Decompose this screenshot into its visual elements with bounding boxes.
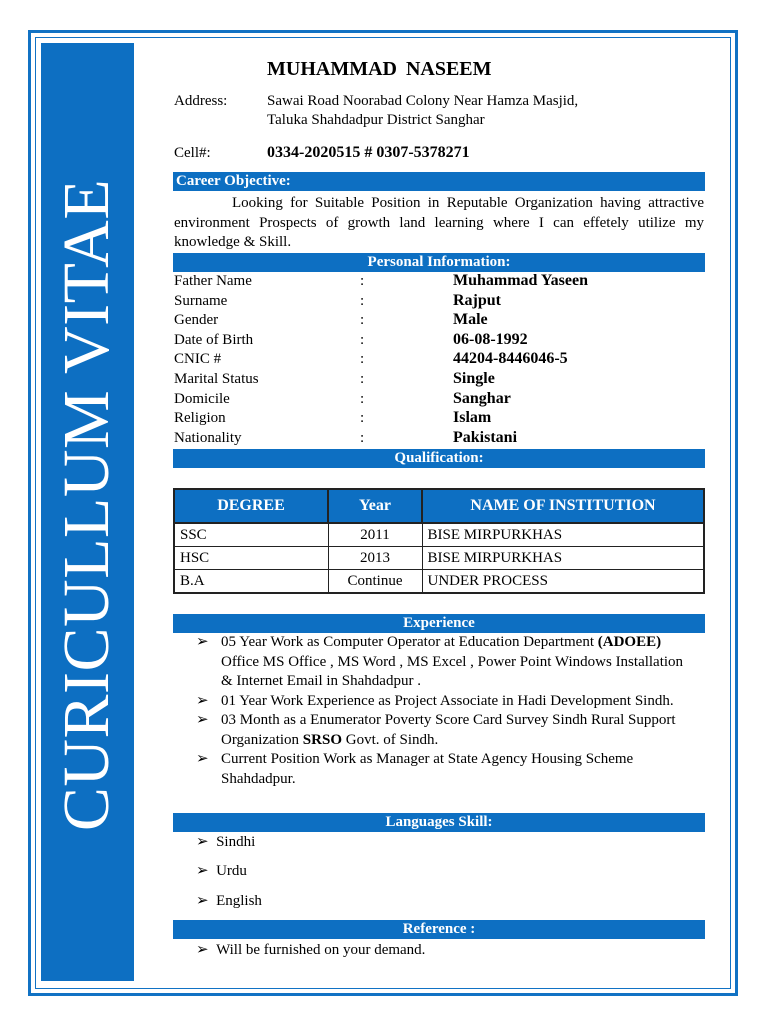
info-label: Marital Status bbox=[174, 371, 259, 387]
info-value: Sanghar bbox=[453, 389, 511, 407]
info-label: Nationality bbox=[174, 429, 242, 446]
list-item: ➢ 03 Month as a Enumerator Poverty Score Card Survey Sindh Rural Support Organization SRSO Govt. of Sindh. bbox=[196, 712, 676, 748]
language-item: ➢ Urdu bbox=[196, 863, 247, 879]
col-degree: DEGREE bbox=[174, 489, 328, 523]
col-institution: NAME OF INSTITUTION bbox=[422, 489, 704, 523]
institution-cell: BISE MIRPURKHAS bbox=[422, 547, 704, 570]
info-row bbox=[174, 408, 704, 428]
info-label: CNIC # bbox=[174, 351, 222, 368]
table-header-row bbox=[174, 489, 704, 523]
info-row bbox=[174, 271, 704, 291]
info-colon: : bbox=[360, 390, 365, 407]
info-row bbox=[174, 330, 704, 350]
personal-info-heading: Personal Information: bbox=[173, 253, 705, 272]
list-item: ➢ 01 Year Work Experience as Project Associate in Hadi Development Sindh. bbox=[196, 692, 691, 712]
info-value: Pakistani bbox=[453, 428, 518, 446]
list-item: ➢ Current Position Work as Manager at State Agency Housing Scheme Shahdadpur. bbox=[196, 751, 634, 787]
experience-list bbox=[196, 633, 691, 789]
candidate-name: MUHAMMAD NASEEM bbox=[267, 58, 492, 80]
col-year: Year bbox=[328, 489, 422, 523]
info-value: Male bbox=[453, 311, 488, 329]
reference-heading: Reference : bbox=[173, 920, 705, 939]
reference-item: ➢ Will be furnished on your demand. bbox=[196, 942, 426, 958]
info-colon: : bbox=[360, 273, 365, 289]
info-colon: : bbox=[360, 331, 365, 348]
language-item: ➢ English bbox=[196, 893, 262, 909]
career-objective-heading: Career Objective: bbox=[173, 172, 705, 191]
qualification-heading: Qualification: bbox=[173, 449, 705, 468]
info-label: Surname bbox=[174, 292, 228, 309]
address-line-2: Taluka Shahdadpur District Sanghar bbox=[267, 112, 485, 128]
qualification-table bbox=[173, 488, 705, 594]
info-colon: : bbox=[360, 351, 365, 368]
info-label: Date of Birth bbox=[174, 331, 254, 348]
info-colon: : bbox=[360, 410, 365, 427]
info-row bbox=[174, 349, 704, 369]
year-cell: Continue bbox=[328, 570, 422, 594]
info-label: Domicile bbox=[174, 390, 230, 407]
arrow-bullet-icon: ➢ bbox=[196, 634, 209, 650]
arrow-bullet-icon: ➢ bbox=[196, 712, 209, 728]
table-row bbox=[174, 523, 704, 547]
info-row bbox=[174, 369, 704, 389]
info-value: 44204-8446046-5 bbox=[453, 350, 568, 368]
info-value: Single bbox=[453, 370, 495, 387]
languages-heading: Languages Skill: bbox=[173, 813, 705, 832]
info-value: Muhammad Yaseen bbox=[453, 272, 588, 289]
list-item: ➢ 05 Year Work as Computer Operator at Education Department (ADOEE) Office MS Office , MS Word , MS Excel , Power Point Windows Installation & Internet Email in Shahdadpur . bbox=[196, 634, 684, 689]
year-cell: 2011 bbox=[328, 523, 422, 547]
info-row bbox=[174, 389, 704, 409]
info-colon: : bbox=[360, 312, 365, 329]
cell-value: 0334-2020515 # 0307-5378271 bbox=[267, 144, 470, 161]
degree-cell: HSC bbox=[174, 547, 328, 570]
experience-heading: Experience bbox=[173, 614, 705, 633]
degree-cell: SSC bbox=[174, 523, 328, 547]
cell-label: Cell#: bbox=[174, 145, 211, 161]
table-row bbox=[174, 547, 704, 570]
info-colon: : bbox=[360, 292, 365, 309]
language-item: ➢ Sindhi bbox=[196, 834, 256, 850]
info-row bbox=[174, 291, 704, 311]
info-label: Gender bbox=[174, 312, 219, 329]
info-value: Rajput bbox=[453, 291, 502, 309]
info-row bbox=[174, 310, 704, 330]
info-row bbox=[174, 428, 704, 448]
info-label: Father Name bbox=[174, 273, 252, 289]
info-value: 06-08-1992 bbox=[453, 330, 528, 348]
address-line-1: Sawai Road Noorabad Colony Near Hamza Masjid, bbox=[267, 93, 579, 109]
arrow-bullet-icon: ➢ bbox=[196, 893, 209, 909]
arrow-bullet-icon: ➢ bbox=[196, 942, 209, 958]
degree-cell: B.A bbox=[174, 570, 328, 594]
table-row bbox=[174, 570, 704, 594]
arrow-bullet-icon: ➢ bbox=[196, 751, 209, 767]
arrow-bullet-icon: ➢ bbox=[196, 834, 209, 850]
career-objective-text: Looking for Suitable Position in Reputable Organization having attractive environment Prospects of growth land learning where I can effetely utilize my knowledge & Skill. bbox=[174, 195, 704, 250]
info-colon: : bbox=[360, 429, 365, 446]
arrow-bullet-icon: ➢ bbox=[196, 863, 209, 879]
sidebar-title: CURICULLUM VITAE bbox=[50, 178, 123, 832]
info-colon: : bbox=[360, 371, 365, 387]
year-cell: 2013 bbox=[328, 547, 422, 570]
arrow-bullet-icon: ➢ bbox=[196, 692, 209, 709]
institution-cell: BISE MIRPURKHAS bbox=[422, 523, 704, 547]
info-value: Islam bbox=[453, 409, 492, 427]
info-label: Religion bbox=[174, 410, 226, 427]
address-label: Address: bbox=[174, 93, 228, 109]
institution-cell: UNDER PROCESS bbox=[422, 570, 704, 594]
